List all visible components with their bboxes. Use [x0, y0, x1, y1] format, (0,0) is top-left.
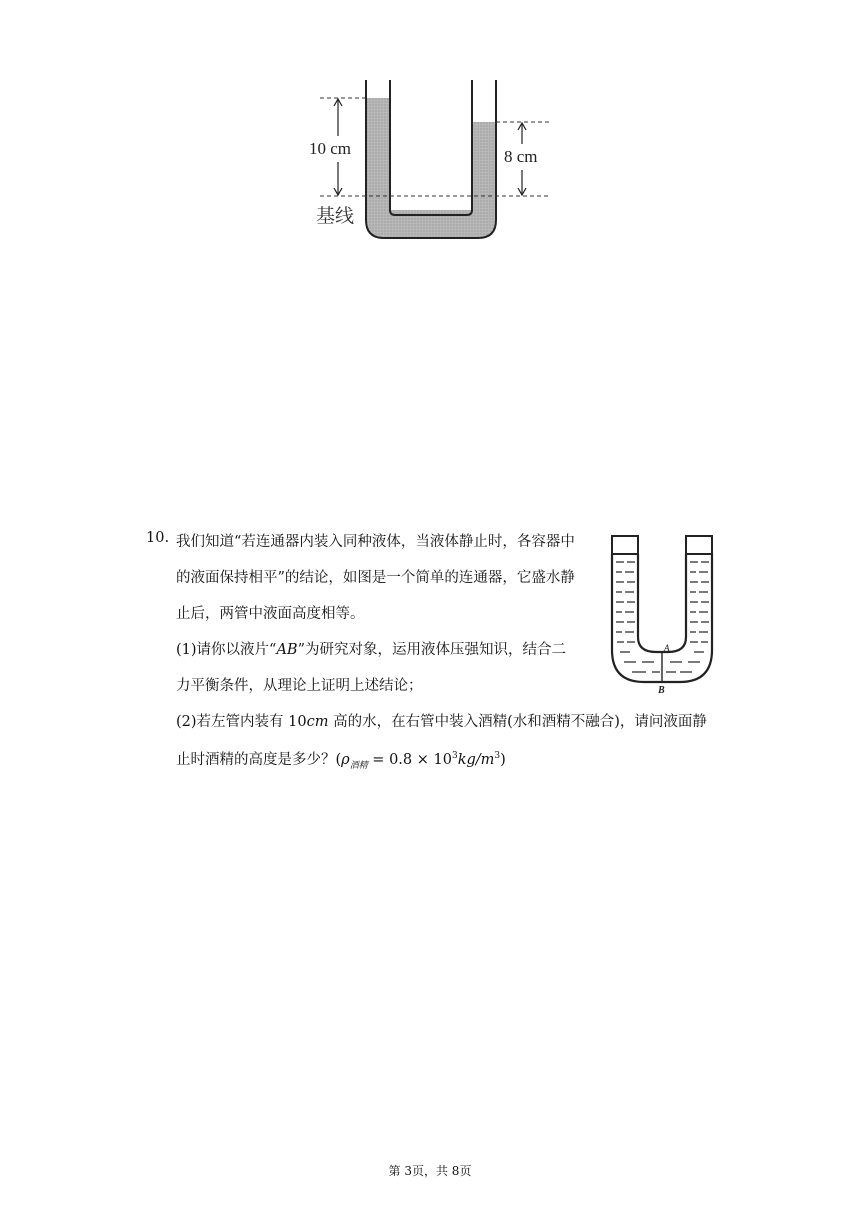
- label-b: B: [658, 685, 665, 694]
- question-line-1: 我们知道“若连通器内装入同种液体，当液体静止时，各容器中: [176, 534, 575, 550]
- part-2-unit: cm: [306, 714, 329, 730]
- formula-unit-exponent: 3: [494, 751, 501, 762]
- part-2-line-1: [176, 710, 707, 731]
- formula-exponent: 3: [451, 751, 458, 762]
- tube-inner-wall: [390, 80, 472, 215]
- formula-close: ): [500, 752, 506, 768]
- part-1-line-2: 力平衡条件，从理论上证明上述结论；: [176, 678, 423, 694]
- right-height-label: 8 cm: [504, 147, 538, 166]
- part-2-line-2: [176, 748, 506, 771]
- liquid-fill: [366, 98, 496, 238]
- part-2-prefix: (2)若左管内装有 10: [176, 714, 307, 730]
- u-tube-figure-1: [300, 80, 550, 255]
- rho-subscript: 酒精: [349, 760, 368, 771]
- question-number: 10.: [146, 530, 170, 546]
- formula-middle: = 0.8 × 10: [367, 752, 452, 768]
- label-a: A: [664, 643, 670, 653]
- part-2-suffix: 高的水，在右管中装入酒精(水和酒精不融合)，请问液面静: [328, 714, 707, 730]
- part-2-line-2-prefix: 止时酒精的高度是多少？(: [176, 752, 342, 768]
- part-1-line-1: [176, 638, 566, 659]
- formula-unit: kg/m: [457, 752, 495, 768]
- u-tube-figure-2: [606, 532, 718, 694]
- part-1-prefix: (1)请你以液片“: [176, 642, 277, 658]
- part-1-suffix: ”为研究对象，运用液体压强知识，结合二: [297, 642, 567, 658]
- page-footer: 第 3页，共 8页: [388, 1164, 472, 1178]
- question-line-3: 止后，两管中液面高度相等。: [176, 606, 365, 622]
- question-line-2: 的液面保持相平”的结论，如图是一个简单的连通器，它盛水静: [176, 570, 575, 586]
- rho-symbol: ρ: [341, 752, 350, 768]
- left-height-label: 10 cm: [309, 139, 352, 158]
- part-1-variable: AB: [276, 642, 298, 658]
- baseline-label: 基线: [316, 205, 355, 227]
